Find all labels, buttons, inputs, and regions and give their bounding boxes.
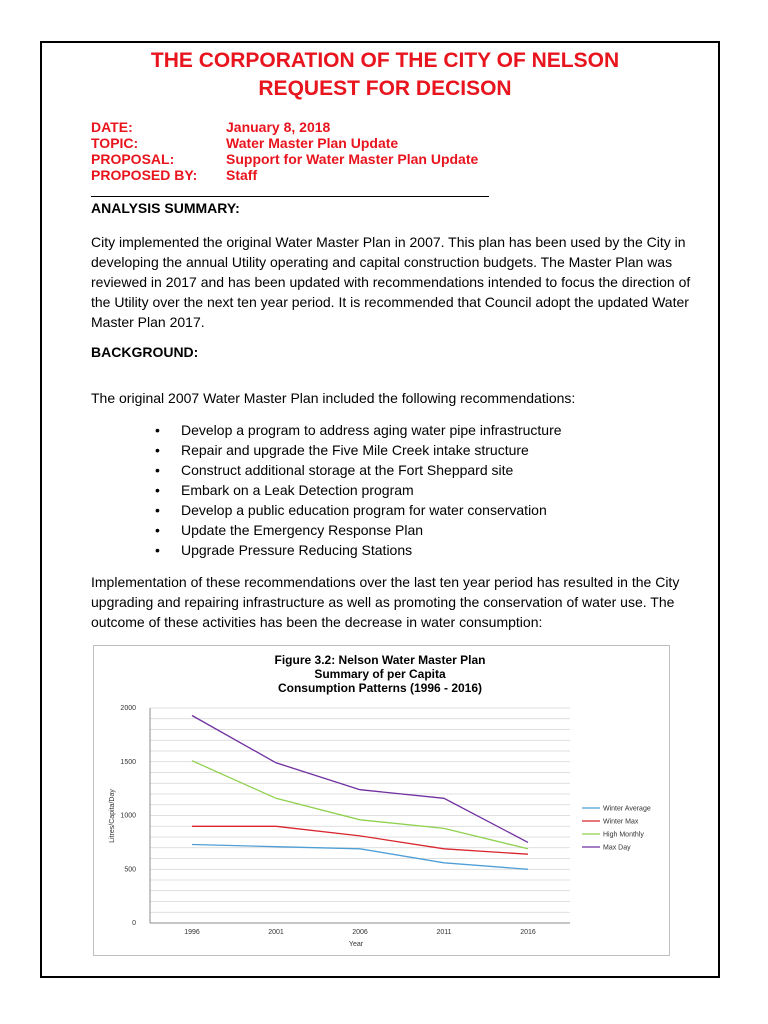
list-item: • Upgrade Pressure Reducing Stations	[155, 540, 562, 560]
x-tick-label: 2001	[268, 929, 284, 936]
chart-title-line-1: Figure 3.2: Nelson Water Master Plan	[274, 653, 486, 667]
y-tick-label: 2000	[120, 705, 136, 712]
background-intro: The original 2007 Water Master Plan included the following recommendations:	[91, 390, 576, 406]
legend-label: Max Day	[603, 844, 631, 852]
chart-grid	[150, 708, 570, 912]
y-tick-label: 1000	[120, 812, 136, 820]
list-item: • Develop a program to address aging water pipe infrastructure	[155, 420, 562, 440]
y-tick-label: 0	[132, 920, 136, 927]
series-line-winter-average	[192, 845, 528, 870]
meta-label: PROPOSAL:	[91, 151, 175, 167]
meta-value: Support for Water Master Plan Update	[226, 151, 479, 167]
list-item: • Update the Emergency Response Plan	[155, 520, 562, 540]
legend-label: Winter Average	[603, 805, 651, 813]
chart-series	[192, 716, 528, 870]
chart-legend	[582, 806, 651, 852]
x-tick-label: 2006	[352, 929, 368, 936]
consumption-chart	[93, 645, 670, 956]
meta-label: DATE:	[91, 119, 133, 135]
recommendations-list	[155, 420, 562, 560]
page-subtitle: REQUEST FOR DECISON	[258, 77, 512, 100]
meta-label: PROPOSED BY:	[91, 167, 198, 183]
x-axis-label: Year	[348, 941, 364, 948]
background-heading: BACKGROUND:	[91, 344, 199, 360]
list-item: • Embark on a Leak Detection program	[155, 480, 562, 500]
analysis-heading: ANALYSIS SUMMARY:	[91, 200, 240, 216]
analysis-text: City implemented the original Water Master Plan in 2007. This plan has been used by the City in developing the annual Utility operating and capital construction budgets. The Master Plan was reviewed in 2017 and has been updated with recommendations intended to focus the direction of the Utility over the next ten year period. It is recommended that Council adopt the updated Water Master Plan 2017.	[91, 234, 691, 330]
y-axis-label: Litres/Capita/Day	[109, 789, 116, 843]
y-tick-label: 1500	[120, 758, 136, 766]
chart-title-line-3: Consumption Patterns (1996 - 2016)	[277, 681, 483, 695]
meta-label: TOPIC:	[91, 135, 139, 151]
background-outcome: Implementation of these recommendations over the last ten year period has resulted in the City upgrading and repairing infrastructure as well as promoting the conservation of water use. The outcome of these activities has been the decrease in water consumption:	[91, 574, 680, 630]
divider-rule	[91, 196, 489, 197]
page-title: THE CORPORATION OF THE CITY OF NELSON	[150, 49, 620, 72]
x-tick-label: 2011	[436, 929, 452, 936]
list-item: • Construct additional storage at the Fort Sheppard site	[155, 460, 562, 480]
legend-label: High Monthly	[603, 831, 644, 839]
y-tick-label: 500	[124, 866, 136, 874]
series-line-winter-max	[192, 826, 528, 854]
x-tick-label: 1996	[184, 929, 200, 936]
chart-title-line-2: Summary of per Capita	[314, 667, 446, 681]
legend-label: Winter Max	[603, 818, 639, 826]
list-item: • Develop a public education program for water conservation	[155, 500, 562, 520]
meta-value: Water Master Plan Update	[226, 135, 399, 151]
chart-svg	[94, 646, 669, 955]
meta-value: January 8, 2018	[226, 119, 331, 135]
x-tick-label: 2016	[520, 929, 536, 936]
series-line-max-day	[192, 716, 528, 843]
list-item: • Repair and upgrade the Five Mile Creek intake structure	[155, 440, 562, 460]
meta-value: Staff	[226, 167, 258, 183]
